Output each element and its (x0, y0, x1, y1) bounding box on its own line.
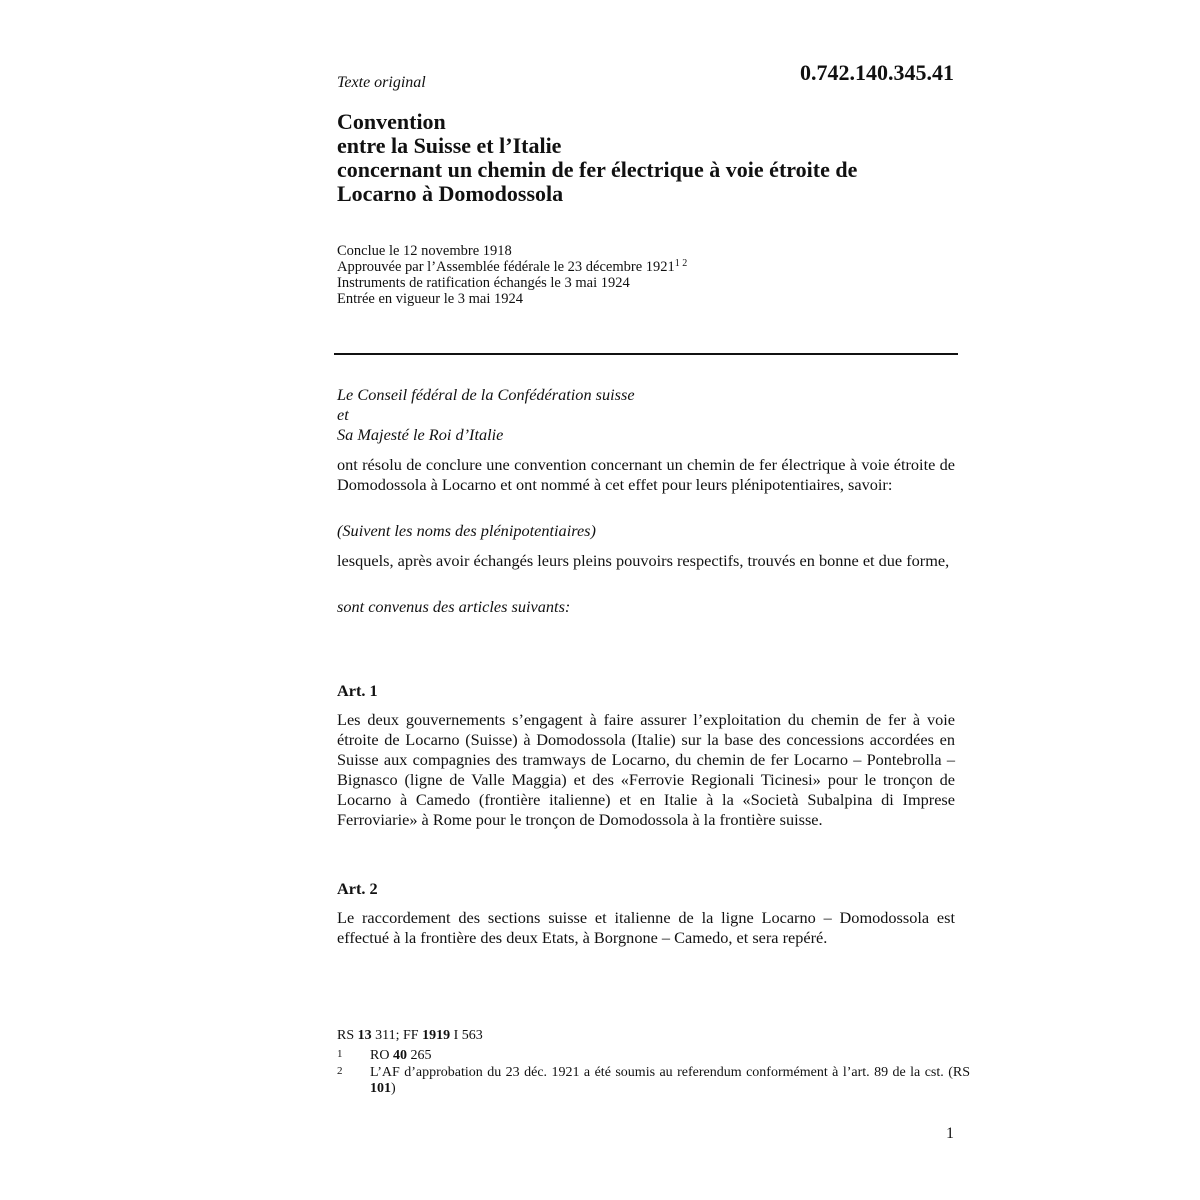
fn-text: ) (391, 1081, 396, 1096)
preamble-party-1: Le Conseil fédéral de la Confédération suisse (337, 385, 635, 404)
concluded-date: Conclue le 12 novembre 1918 (337, 243, 512, 259)
preamble-powers: lesquels, après avoir échangés leurs pleins pouvoirs respectifs, trouvés en bonne et due forme, (337, 551, 950, 570)
footnote-refs[interactable]: 1 2 (674, 258, 688, 269)
document-metadata (337, 243, 687, 307)
ref-volume: 13 (357, 1028, 372, 1043)
ref-year: 1919 (422, 1028, 451, 1043)
article-2-text: Le raccordement des sections suisse et italienne de la ligne Locarno – Domodossola est effectué à la frontière des deux Etats, à Borgnone – Camedo, et sera repéré. (337, 908, 955, 947)
in-force-date: Entrée en vigueur le 3 mai 1924 (337, 291, 524, 307)
preamble-resolved: ont résolu de conclure une convention concernant un chemin de fer électrique à voie étroite de Domodossola à Locarno et ont nommé à cet effet pour leurs plénipotentiaires, savoir: (337, 455, 955, 494)
fn-text: L’AF d’approbation du 23 déc. 1921 a été soumis au referendum conformément à l’art. 89 de la cst. (RS (370, 1065, 970, 1080)
preamble-agreed: sont convenus des articles suivants: (337, 597, 571, 616)
approval-date (337, 259, 687, 275)
footnote-text (370, 1065, 970, 1097)
footnote-1 (337, 1048, 970, 1064)
ratification-date: Instruments de ratification échangés le 3 mai 1924 (337, 275, 630, 291)
footnote-2 (337, 1065, 970, 1097)
ref-text: RS (337, 1028, 358, 1043)
fn-text: RO (370, 1048, 393, 1063)
title-line: Convention (337, 109, 446, 134)
footnote-number: 1 (337, 1048, 343, 1060)
title-line: Locarno à Domodossola (337, 181, 564, 206)
page-number: 1 (946, 1125, 954, 1142)
original-text-label: Texte original (337, 74, 426, 91)
fn-volume: 101 (370, 1081, 391, 1096)
article-1-text: Les deux gouvernements s’engagent à faire assurer l’exploitation du chemin de fer à voie étroite de Locarno (Suisse) à Domodossola (Italie) sur la base des concessions accordées en Suisse aux compagnies des tramways de Locarno, du chemin de fer Locarno – Pontebrolla – Bignasco (ligne de Valle Maggia) et des «Ferrovie Regionali Ticinesi» pour le tronçon de Locarno à Camedo (frontière italienne) et en Italie à la «Società Subalpina di Imprese Ferroviarie» à Rome pour le tronçon de Domodossola à la frontière suisse. (337, 710, 955, 829)
document-title (337, 110, 977, 206)
preamble-and: et (337, 405, 349, 424)
fn-volume: 40 (392, 1048, 407, 1063)
footnote-number: 2 (337, 1065, 343, 1077)
systematic-number: 0.742.140.345.41 (800, 60, 954, 85)
article-1-heading: Art. 1 (337, 681, 378, 700)
fn-text: 265 (406, 1048, 432, 1063)
preamble-party-2: Sa Majesté le Roi d’Italie (337, 425, 504, 444)
separator-rule (334, 353, 958, 355)
article-2-heading: Art. 2 (337, 879, 378, 898)
footnote-text (370, 1048, 970, 1064)
preamble-names: (Suivent les noms des plénipotentiaires) (337, 521, 596, 540)
title-line: entre la Suisse et l’Italie (337, 133, 562, 158)
title-line: concernant un chemin de fer électrique à voie étroite de (337, 157, 858, 182)
ref-text: 311; FF (371, 1028, 423, 1043)
approval-text: Approuvée par l’Assemblée fédérale le 23 décembre 1921 (337, 259, 675, 275)
ref-text: I 563 (450, 1028, 483, 1043)
source-reference (337, 1028, 483, 1044)
